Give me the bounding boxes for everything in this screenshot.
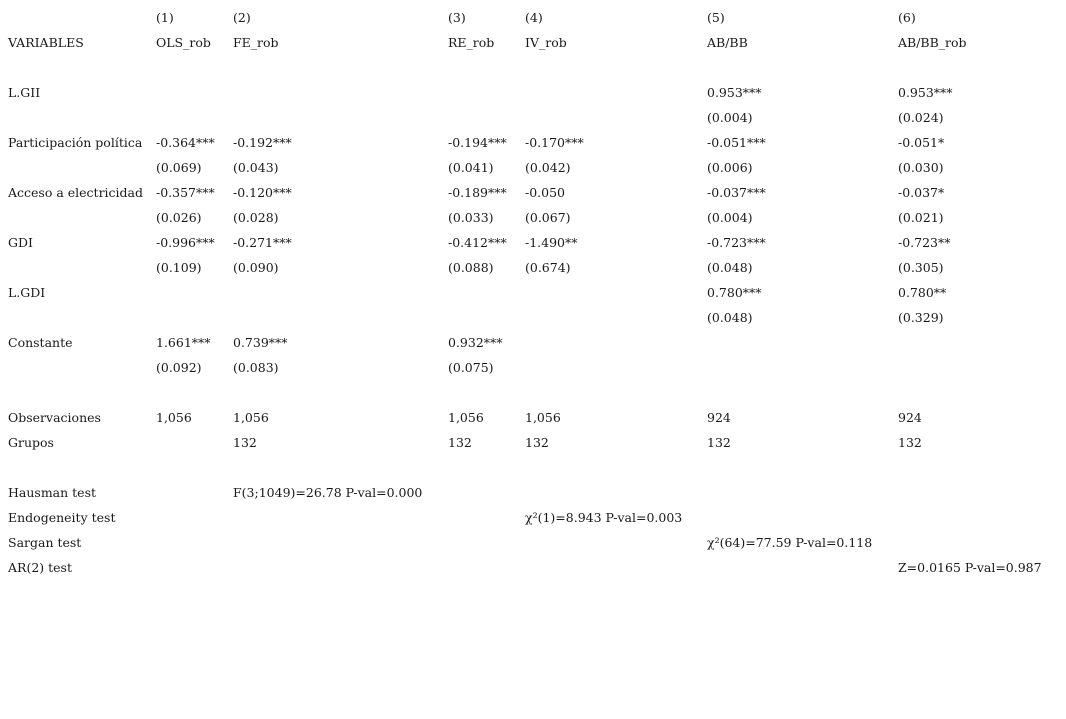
table-cell: RE_rob <box>448 35 495 50</box>
table-cell: -0.120*** <box>233 185 292 200</box>
row-label-cell: Observaciones <box>8 410 101 425</box>
table-cell: 924 <box>707 410 731 425</box>
table-cell: (0.075) <box>448 360 494 375</box>
table-cell: AB/BB <box>707 35 748 50</box>
table-cell: 132 <box>898 435 922 450</box>
table-cell: F(3;1049)=26.78 P-val=0.000 <box>233 485 423 500</box>
table-cell: (6) <box>898 10 916 25</box>
table-cell: (0.041) <box>448 160 494 175</box>
header-row-names <box>0 30 1066 55</box>
table-cell: χ²(64)=77.59 P-val=0.118 <box>707 535 873 550</box>
table-cell: -0.723*** <box>707 235 766 250</box>
table-row <box>0 105 1066 130</box>
table-row <box>0 530 1066 555</box>
table-row <box>0 255 1066 280</box>
table-cell: (4) <box>525 10 543 25</box>
table-cell: 1,056 <box>156 410 192 425</box>
table-cell: χ²(1)=8.943 P-val=0.003 <box>525 510 683 525</box>
table-row <box>0 55 1066 80</box>
table-cell: AB/BB_rob <box>898 35 967 50</box>
table-cell: (0.021) <box>898 210 944 225</box>
table-cell: -0.723** <box>898 235 951 250</box>
row-label-cell: AR(2) test <box>8 560 72 575</box>
row-label-cell: Participación política <box>8 135 143 150</box>
table-cell: (3) <box>448 10 466 25</box>
row-label-cell: Endogeneity test <box>8 510 116 525</box>
header-row-numbers <box>0 5 1066 30</box>
table-cell: -0.412*** <box>448 235 507 250</box>
row-label-cell: Hausman test <box>8 485 97 500</box>
table-cell: (0.069) <box>156 160 202 175</box>
table-cell: 0.780** <box>898 285 947 300</box>
table-cell: -0.037*** <box>707 185 766 200</box>
row-label-cell: Acceso a electricidad <box>8 185 144 200</box>
table-cell: (0.067) <box>525 210 571 225</box>
table-row <box>0 80 1066 105</box>
table-cell: (0.004) <box>707 110 753 125</box>
table-cell: (0.090) <box>233 260 279 275</box>
table-cell: 1.661*** <box>156 335 211 350</box>
table-cell: 1,056 <box>525 410 561 425</box>
table-cell: (0.305) <box>898 260 944 275</box>
table-cell: -0.194*** <box>448 135 507 150</box>
table-row <box>0 405 1066 430</box>
row-label-cell: GDI <box>8 235 33 250</box>
table-cell: 132 <box>525 435 549 450</box>
table-cell: (0.048) <box>707 310 753 325</box>
table-cell: (0.109) <box>156 260 202 275</box>
table-cell: (0.030) <box>898 160 944 175</box>
row-label-cell: Sargan test <box>8 535 82 550</box>
table-cell: (0.042) <box>525 160 571 175</box>
table-cell: (0.329) <box>898 310 944 325</box>
table-row <box>0 455 1066 480</box>
table-cell: 0.739*** <box>233 335 288 350</box>
table-cell: OLS_rob <box>156 35 211 50</box>
table-row <box>0 280 1066 305</box>
table-cell: 924 <box>898 410 922 425</box>
table-cell: IV_rob <box>525 35 567 50</box>
row-label-cell: Grupos <box>8 435 54 450</box>
table-row <box>0 180 1066 205</box>
table-cell: -0.050 <box>525 185 566 200</box>
table-cell: 0.953*** <box>898 85 953 100</box>
table-row <box>0 480 1066 505</box>
table-cell: -0.170*** <box>525 135 584 150</box>
regression-table <box>0 5 1066 580</box>
table-cell: -0.364*** <box>156 135 215 150</box>
row-label-cell: VARIABLES <box>8 35 84 50</box>
table-cell: 132 <box>448 435 472 450</box>
table-row <box>0 505 1066 530</box>
table-cell: -0.051*** <box>707 135 766 150</box>
table-cell: -0.192*** <box>233 135 292 150</box>
table-row <box>0 230 1066 255</box>
table-cell: 132 <box>233 435 257 450</box>
table-cell: (0.043) <box>233 160 279 175</box>
table-row <box>0 205 1066 230</box>
table-row <box>0 155 1066 180</box>
table-cell: -1.490** <box>525 235 578 250</box>
table-cell: 0.780*** <box>707 285 762 300</box>
table-cell: (0.004) <box>707 210 753 225</box>
row-label-cell: Constante <box>8 335 73 350</box>
table-cell: (0.048) <box>707 260 753 275</box>
table-cell: 132 <box>707 435 731 450</box>
table-cell: (0.026) <box>156 210 202 225</box>
table-cell: (1) <box>156 10 174 25</box>
table-cell: -0.037* <box>898 185 945 200</box>
table-row <box>0 130 1066 155</box>
table-cell: 1,056 <box>448 410 484 425</box>
table-cell: -0.051* <box>898 135 945 150</box>
table-cell: -0.996*** <box>156 235 215 250</box>
table-cell: -0.271*** <box>233 235 292 250</box>
table-cell: (0.083) <box>233 360 279 375</box>
table-cell: 0.932*** <box>448 335 503 350</box>
table-cell: (0.024) <box>898 110 944 125</box>
table-row <box>0 305 1066 330</box>
table-cell: (5) <box>707 10 725 25</box>
table-row <box>0 430 1066 455</box>
table-cell: Z=0.0165 P-val=0.987 <box>898 560 1042 575</box>
table-cell: (2) <box>233 10 251 25</box>
table-cell: 0.953*** <box>707 85 762 100</box>
table-row <box>0 555 1066 580</box>
table-cell: -0.357*** <box>156 185 215 200</box>
table-cell: 1,056 <box>233 410 269 425</box>
table-cell: (0.088) <box>448 260 494 275</box>
table-cell: (0.006) <box>707 160 753 175</box>
table-cell: FE_rob <box>233 35 279 50</box>
row-label-cell: L.GDI <box>8 285 46 300</box>
table-row <box>0 355 1066 380</box>
table-cell: (0.674) <box>525 260 571 275</box>
row-label-cell: L.GII <box>8 85 41 100</box>
table-cell: (0.033) <box>448 210 494 225</box>
table-cell: -0.189*** <box>448 185 507 200</box>
table-cell: (0.092) <box>156 360 202 375</box>
table-row <box>0 330 1066 355</box>
table-cell: (0.028) <box>233 210 279 225</box>
table-row <box>0 380 1066 405</box>
